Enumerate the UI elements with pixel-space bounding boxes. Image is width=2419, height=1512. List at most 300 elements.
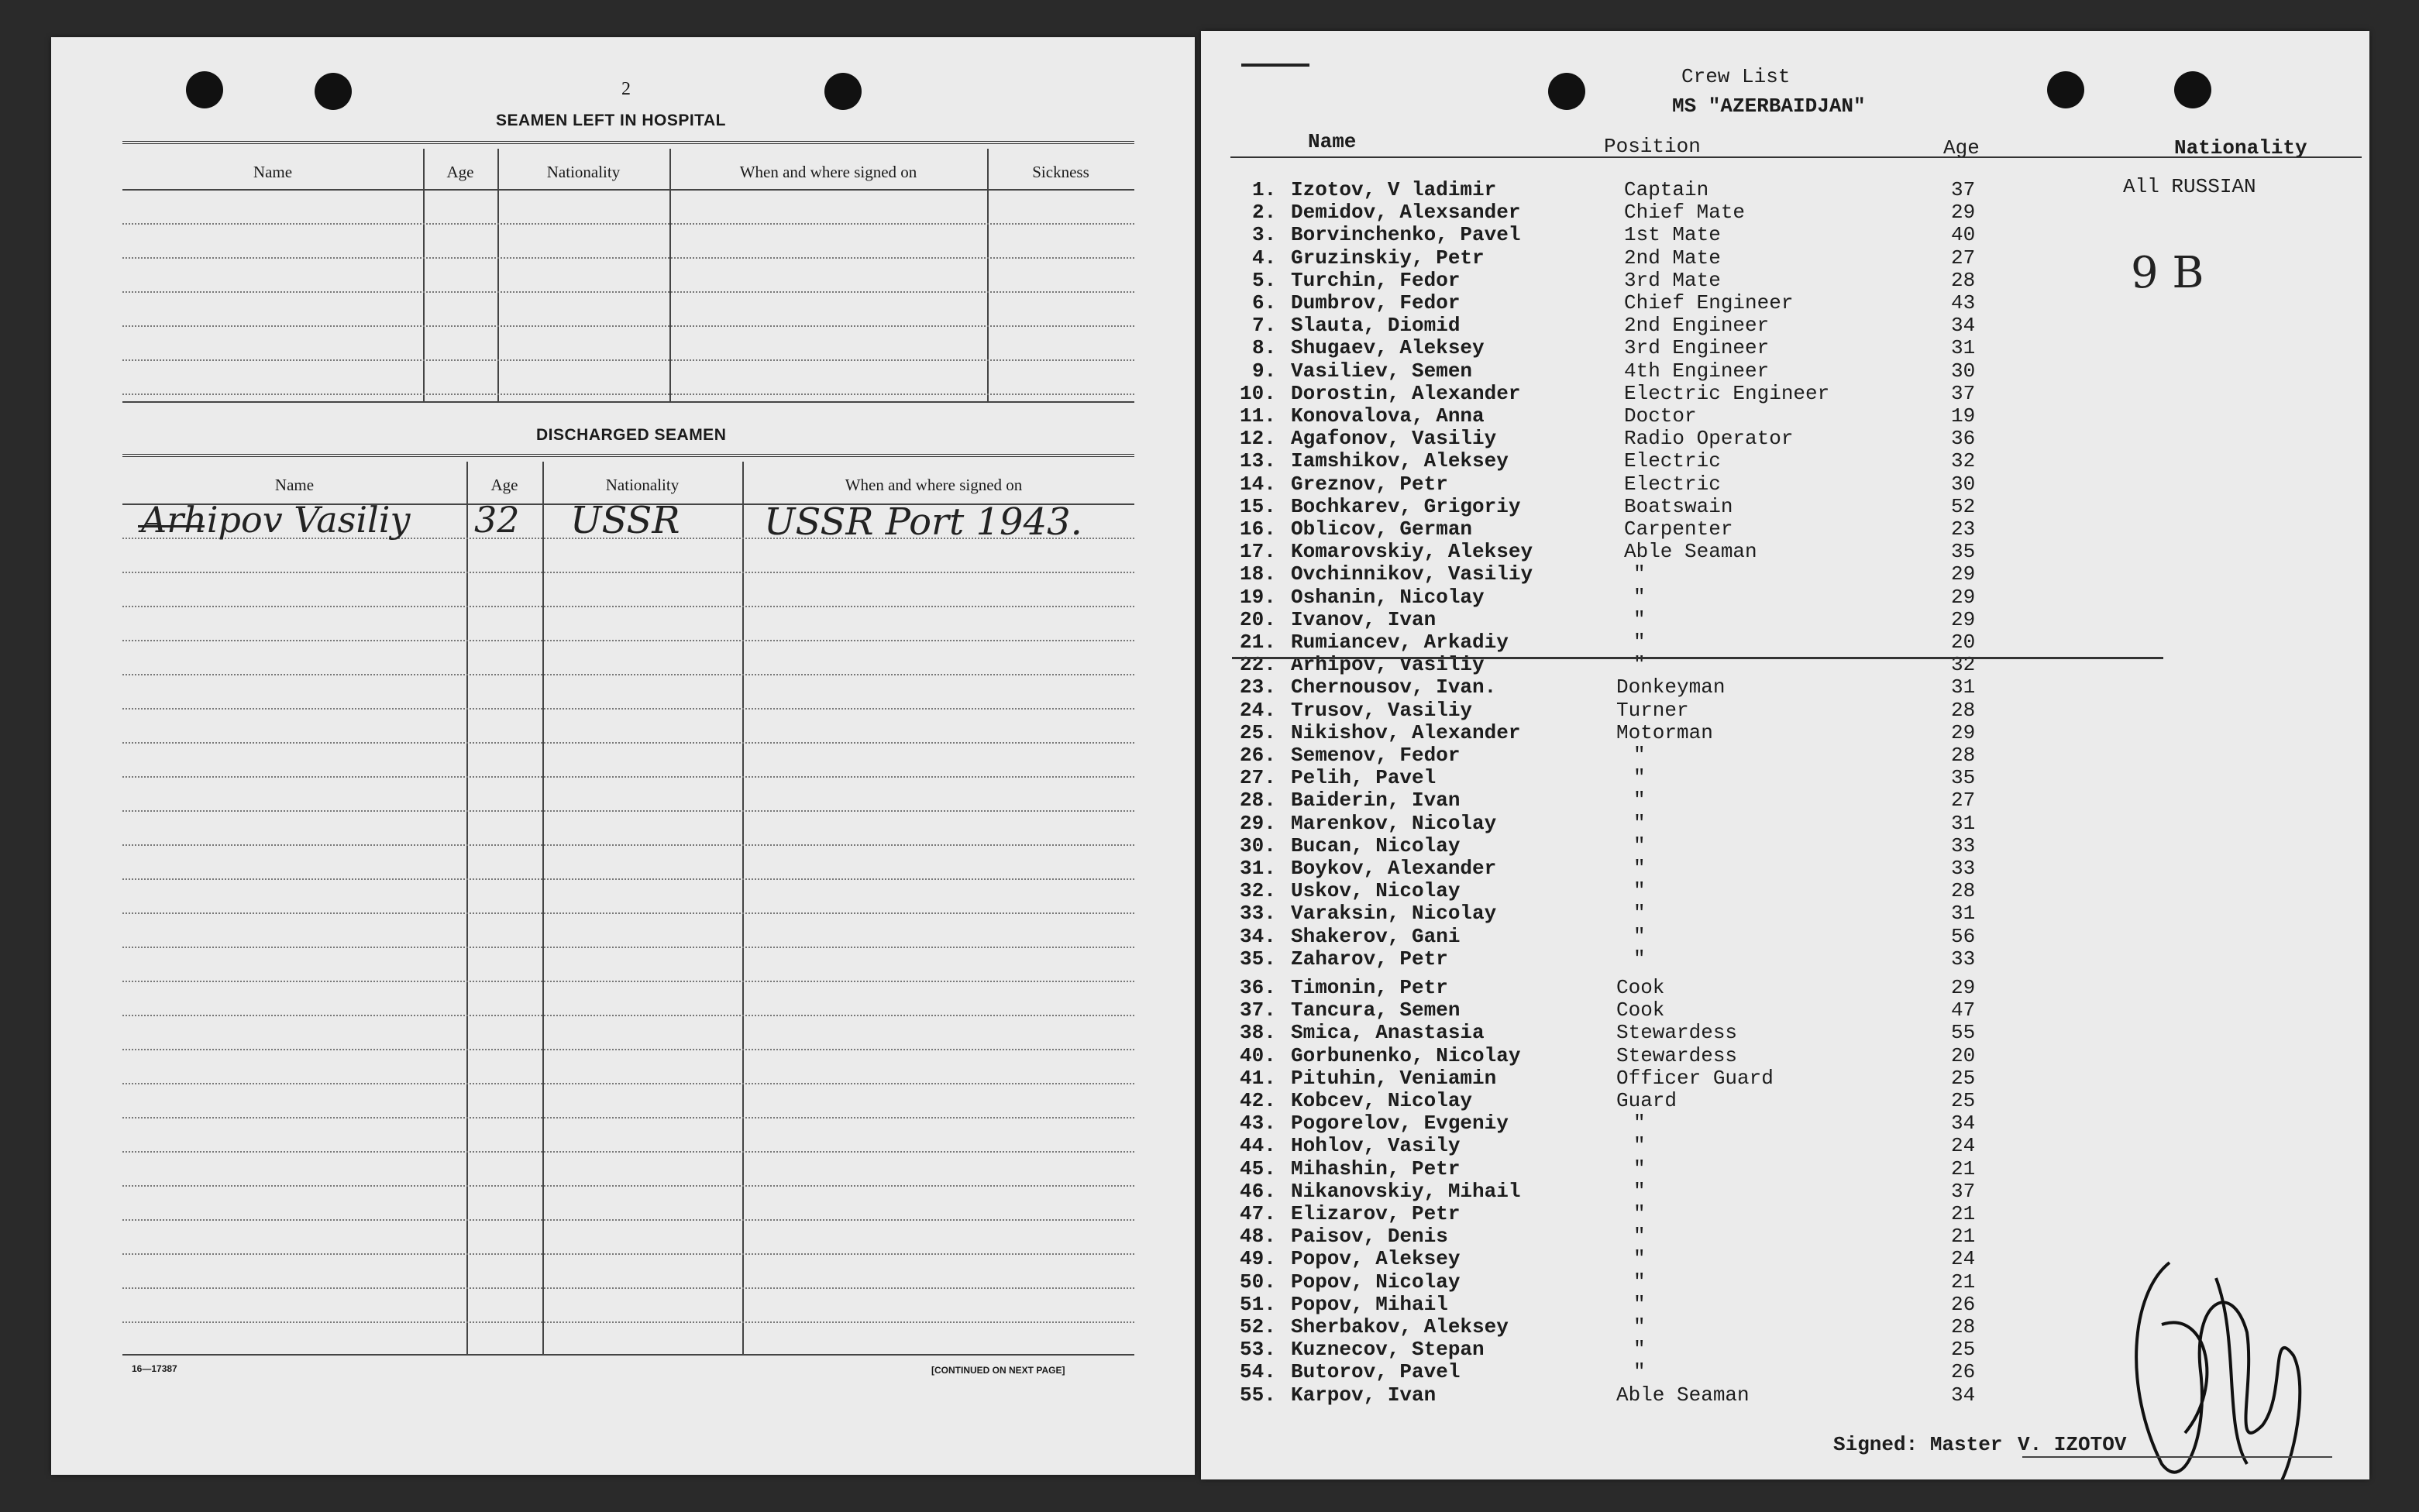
crew-name: Iamshikov, Aleksey	[1291, 449, 1509, 473]
crew-number: 13.	[1240, 449, 1276, 473]
list-item	[1201, 1089, 2363, 1112]
list-item	[1201, 562, 2363, 585]
row-rule	[122, 1151, 1134, 1153]
crew-position: Doctor	[1624, 404, 1697, 428]
crew-number: 9.	[1252, 359, 1277, 383]
crew-age: 24	[1951, 1134, 1976, 1158]
crew-name: Semenov, Fedor	[1291, 744, 1461, 767]
crew-name: Izotov, V ladimir	[1291, 178, 1497, 201]
list-item	[1201, 404, 2363, 427]
crew-age: 26	[1951, 1360, 1976, 1384]
table-bottom-rule	[122, 401, 1134, 403]
crew-number: 40.	[1240, 1043, 1276, 1067]
form-number: 16—17387	[132, 1363, 177, 1374]
crew-name: Zaharov, Petr	[1291, 947, 1448, 971]
crew-age: 29	[1951, 585, 1976, 609]
list-item	[1201, 857, 2363, 879]
row-rule	[122, 291, 1134, 293]
ink-mark	[1241, 64, 1309, 67]
crew-age: 32	[1951, 653, 1976, 677]
crew-age: 37	[1951, 178, 1976, 201]
crew-age: 28	[1951, 879, 1976, 903]
crew-number: 41.	[1240, 1066, 1276, 1090]
list-item	[1201, 744, 2363, 766]
crew-name: Ovchinnikov, Vasiliy	[1291, 562, 1533, 586]
crew-age: 29	[1951, 976, 1976, 999]
crew-position: Electric	[1624, 449, 1721, 473]
crew-number: 37.	[1240, 998, 1276, 1022]
list-item	[1201, 540, 2363, 562]
crew-number: 18.	[1240, 562, 1276, 586]
crew-age: 20	[1951, 1043, 1976, 1067]
punch-hole	[186, 71, 223, 108]
crew-number: 49.	[1240, 1247, 1276, 1271]
crew-position: "	[1633, 1202, 1646, 1225]
crew-name: Dorostin, Alexander	[1291, 381, 1521, 405]
list-item	[1201, 721, 2363, 744]
crew-name: Gorbunenko, Nicolay	[1291, 1043, 1521, 1067]
row-rule	[122, 742, 1134, 744]
list-item	[1201, 314, 2363, 336]
list-item	[1201, 382, 2363, 404]
row-rule	[122, 844, 1134, 846]
crew-name: Agafonov, Vasiliy	[1291, 427, 1497, 451]
crew-number: 32.	[1240, 879, 1276, 903]
crew-age: 28	[1951, 698, 1976, 722]
crew-name: Oshanin, Nicolay	[1291, 585, 1485, 609]
crew-position: Captain	[1624, 178, 1709, 201]
crew-position: Cook	[1616, 976, 1665, 999]
table-top-rule	[122, 141, 1134, 146]
crew-age: 30	[1951, 472, 1976, 496]
header-name: Name	[1308, 130, 1357, 153]
row-rule	[122, 1117, 1134, 1119]
column-rule	[987, 149, 989, 401]
crew-age: 31	[1951, 811, 1976, 835]
hospital-header-cell: Sickness	[1032, 163, 1089, 181]
crew-position: Able Seaman	[1616, 1383, 1750, 1407]
crew-name: Chernousov, Ivan.	[1291, 675, 1497, 699]
crew-number: 12.	[1240, 427, 1276, 451]
crew-age: 32	[1951, 449, 1976, 473]
row-rule	[122, 223, 1134, 225]
crew-position: Able Seaman	[1624, 540, 1757, 564]
list-item	[1201, 925, 2363, 947]
crew-number: 11.	[1240, 404, 1276, 428]
crew-name: Paisov, Denis	[1291, 1225, 1448, 1249]
hospital-header-cell: When and where signed on	[739, 163, 917, 181]
crew-age: 55	[1951, 1021, 1976, 1045]
crew-number: 24.	[1240, 698, 1276, 722]
crew-name: Hohlov, Vasily	[1291, 1134, 1461, 1158]
crew-position: "	[1633, 766, 1646, 790]
crew-number: 53.	[1240, 1338, 1276, 1362]
crew-name: Gruzinskiy, Petr	[1291, 246, 1485, 270]
signed-name: V. IZOTOV	[2018, 1433, 2127, 1456]
crew-age: 25	[1951, 1338, 1976, 1362]
crew-age: 23	[1951, 517, 1976, 541]
crew-number: 54.	[1240, 1360, 1276, 1384]
crew-position: "	[1633, 902, 1646, 926]
crew-number: 42.	[1240, 1089, 1276, 1112]
list-item	[1201, 1112, 2363, 1134]
crew-number: 4.	[1252, 246, 1277, 270]
discharged-header-cell: When and where signed on	[845, 476, 1023, 494]
crew-number: 47.	[1240, 1202, 1276, 1225]
list-item	[1201, 1021, 2363, 1043]
crew-age: 30	[1951, 359, 1976, 383]
column-rule	[497, 149, 499, 401]
crew-age: 31	[1951, 336, 1976, 360]
crew-age: 34	[1951, 314, 1976, 338]
crew-number: 16.	[1240, 517, 1276, 541]
list-item	[1201, 472, 2363, 495]
crew-number: 52.	[1240, 1315, 1276, 1338]
crew-age: 20	[1951, 631, 1976, 654]
crew-age: 19	[1951, 404, 1976, 428]
crew-number: 46.	[1240, 1179, 1276, 1203]
crew-position: Electric Engineer	[1624, 381, 1830, 405]
crew-position: Carpenter	[1624, 517, 1733, 541]
discharged-header-cell: Nationality	[605, 476, 680, 494]
row-rule	[122, 912, 1134, 914]
crew-name: Turchin, Fedor	[1291, 268, 1461, 292]
list-item	[1201, 766, 2363, 789]
column-rule	[423, 149, 425, 401]
crew-age: 26	[1951, 1292, 1976, 1316]
row-rule	[122, 1049, 1134, 1050]
crew-number: 48.	[1240, 1225, 1276, 1249]
column-rule	[669, 149, 671, 401]
list-item	[1201, 631, 2363, 653]
crew-position: "	[1633, 1156, 1646, 1180]
crew-age: 43	[1951, 291, 1976, 314]
row-rule	[122, 606, 1134, 607]
header-nationality: Nationality	[2174, 136, 2307, 160]
crew-list-title: Crew List	[1681, 65, 1791, 88]
crew-position: "	[1633, 789, 1646, 813]
crew-age: 31	[1951, 675, 1976, 699]
list-item	[1201, 1202, 2363, 1225]
crew-name: Butorov, Pavel	[1291, 1360, 1461, 1384]
crew-age: 21	[1951, 1225, 1976, 1249]
crew-name: Shugaev, Aleksey	[1291, 336, 1485, 360]
strike-line	[1232, 657, 2163, 659]
list-item	[1201, 291, 2363, 314]
list-item	[1201, 998, 2363, 1021]
list-item	[1201, 495, 2363, 517]
list-item	[1201, 586, 2363, 608]
row-rule	[122, 1287, 1134, 1289]
crew-name: Baiderin, Ivan	[1291, 789, 1461, 813]
crew-position: 2nd Mate	[1624, 246, 1721, 270]
crew-number: 22.	[1240, 653, 1276, 677]
table-bottom-rule	[122, 1354, 1134, 1356]
crew-position: "	[1633, 879, 1646, 903]
list-item	[1201, 675, 2363, 698]
crew-name: Marenkov, Nicolay	[1291, 811, 1497, 835]
crew-name: Arhipov, Vasiliy	[1291, 653, 1485, 677]
list-item	[1201, 1180, 2363, 1202]
crew-position: Donkeyman	[1616, 675, 1726, 699]
crew-name: Mihashin, Petr	[1291, 1156, 1461, 1180]
punch-hole	[824, 73, 862, 110]
crew-position: Electric	[1624, 472, 1721, 496]
crew-position: 1st Mate	[1624, 223, 1721, 247]
row-rule	[122, 810, 1134, 812]
list-item	[1201, 947, 2363, 970]
crew-age: 34	[1951, 1112, 1976, 1136]
crew-number: 3.	[1252, 223, 1277, 247]
header-position: Position	[1604, 135, 1701, 158]
crew-position: "	[1633, 857, 1646, 880]
list-item	[1201, 976, 2363, 998]
crew-position: "	[1633, 1225, 1646, 1249]
punch-hole	[315, 73, 352, 110]
crew-age: 24	[1951, 1247, 1976, 1271]
nationality-note: All RUSSIAN	[2123, 175, 2256, 198]
discharged-header-cell: Age	[490, 476, 518, 494]
hospital-section-title: SEAMEN LEFT IN HOSPITAL	[496, 112, 726, 129]
crew-name: Popov, Mihail	[1291, 1292, 1448, 1316]
crew-age: 27	[1951, 246, 1976, 270]
discharged-name: Arhipov Vasiliy	[141, 499, 411, 541]
crew-position: 3rd Engineer	[1624, 336, 1770, 360]
crew-age: 21	[1951, 1202, 1976, 1225]
crew-number: 33.	[1240, 902, 1276, 926]
crew-number: 31.	[1240, 857, 1276, 880]
crew-position: "	[1633, 811, 1646, 835]
crew-age: 33	[1951, 833, 1976, 857]
row-rule	[122, 257, 1134, 259]
header-rule	[122, 189, 1134, 191]
crew-name: Borvinchenko, Pavel	[1291, 223, 1521, 247]
crew-position: Boatswain	[1624, 494, 1733, 518]
discharged-nationality: USSR	[570, 499, 680, 542]
crew-number: 44.	[1240, 1134, 1276, 1158]
crew-position: "	[1633, 631, 1646, 654]
vessel-name: MS "AZERBAIDJAN"	[1672, 94, 1866, 118]
row-rule	[122, 1321, 1134, 1323]
crew-age: 47	[1951, 998, 1976, 1022]
crew-age: 29	[1951, 607, 1976, 631]
crew-name: Pituhin, Veniamin	[1291, 1066, 1497, 1090]
crew-position: Guard	[1616, 1089, 1677, 1112]
crew-number: 25.	[1240, 720, 1276, 744]
crew-position: "	[1633, 924, 1646, 948]
row-rule	[122, 1083, 1134, 1084]
signature-rule	[2022, 1456, 2332, 1458]
crew-age: 35	[1951, 540, 1976, 564]
crew-position: Chief Mate	[1624, 201, 1746, 225]
crew-age: 29	[1951, 201, 1976, 225]
crew-number: 35.	[1240, 947, 1276, 971]
crew-name: Greznov, Petr	[1291, 472, 1448, 496]
crew-age: 28	[1951, 268, 1976, 292]
crew-name: Varaksin, Nicolay	[1291, 902, 1497, 926]
crew-position: Turner	[1616, 698, 1689, 722]
hospital-header-cell: Age	[446, 163, 474, 181]
crew-number: 5.	[1252, 268, 1277, 292]
crew-name: Bucan, Nicolay	[1291, 833, 1461, 857]
handwritten-mark: 9 B	[2131, 248, 2204, 298]
crew-number: 45.	[1240, 1156, 1276, 1180]
crew-number: 23.	[1240, 675, 1276, 699]
crew-age: 31	[1951, 902, 1976, 926]
crew-number: 10.	[1240, 381, 1276, 405]
crew-number: 55.	[1240, 1383, 1276, 1407]
crew-name: Pelih, Pavel	[1291, 766, 1437, 790]
list-item	[1201, 449, 2363, 472]
row-rule	[122, 393, 1134, 395]
list-item	[1201, 336, 2363, 359]
crew-position: Stewardess	[1616, 1021, 1738, 1045]
crew-name: Rumiancev, Arkadiy	[1291, 631, 1509, 654]
crew-name: Slauta, Diomid	[1291, 314, 1461, 338]
row-rule	[122, 1015, 1134, 1016]
crew-name: Boykov, Alexander	[1291, 857, 1497, 880]
crew-name: Kobcev, Nicolay	[1291, 1089, 1473, 1112]
discharged-header-cell: Name	[274, 476, 315, 494]
signed-label: Signed: Master	[1833, 1433, 2003, 1456]
punch-hole	[1548, 73, 1585, 110]
row-rule	[122, 1219, 1134, 1221]
crew-name: Vasiliev, Semen	[1291, 359, 1473, 383]
crew-position: "	[1633, 1292, 1646, 1316]
crew-position: "	[1633, 1179, 1646, 1203]
crew-position: Cook	[1616, 998, 1665, 1022]
crew-name: Tancura, Semen	[1291, 998, 1461, 1022]
page-number: 2	[621, 79, 631, 99]
crew-age: 36	[1951, 427, 1976, 451]
crew-number: 29.	[1240, 811, 1276, 835]
crew-number: 17.	[1240, 540, 1276, 564]
crew-position: "	[1633, 1338, 1646, 1362]
crew-position: "	[1633, 1270, 1646, 1294]
crew-position: "	[1633, 1247, 1646, 1271]
crew-age: 37	[1951, 381, 1976, 405]
crew-position: "	[1633, 1360, 1646, 1384]
discharged-age: 32	[474, 499, 520, 541]
crew-position: "	[1633, 607, 1646, 631]
crew-position: 4th Engineer	[1624, 359, 1770, 383]
row-rule	[122, 981, 1134, 982]
crew-age: 25	[1951, 1066, 1976, 1090]
strike-mark	[138, 525, 205, 527]
crew-position: 2nd Engineer	[1624, 314, 1770, 338]
list-item	[1201, 1157, 2363, 1180]
crew-name: Konovalova, Anna	[1291, 404, 1485, 428]
list-item	[1201, 201, 2363, 223]
crew-age: 35	[1951, 766, 1976, 790]
row-rule	[122, 674, 1134, 675]
row-rule	[122, 640, 1134, 641]
crew-age: 34	[1951, 1383, 1976, 1407]
crew-position: "	[1633, 653, 1646, 677]
crew-age: 28	[1951, 744, 1976, 767]
list-item	[1201, 269, 2363, 291]
list-item	[1201, 812, 2363, 834]
list-item	[1201, 1134, 2363, 1156]
list-item	[1201, 1067, 2363, 1089]
crew-number: 28.	[1240, 789, 1276, 813]
list-item	[1201, 427, 2363, 449]
crew-name: Trusov, Vasiliy	[1291, 698, 1473, 722]
row-rule	[122, 878, 1134, 880]
crew-age: 56	[1951, 924, 1976, 948]
discharged-signed-on: USSR Port 1943.	[764, 500, 1082, 544]
crew-name: Pogorelov, Evgeniy	[1291, 1112, 1509, 1136]
right-page	[1201, 31, 2369, 1479]
row-rule	[122, 1253, 1134, 1255]
header-age: Age	[1943, 136, 1980, 160]
crew-name: Komarovskiy, Aleksey	[1291, 540, 1533, 564]
crew-position: Officer Guard	[1616, 1066, 1774, 1090]
crew-position: Chief Engineer	[1624, 291, 1794, 314]
list-item	[1201, 834, 2363, 857]
crew-number: 50.	[1240, 1270, 1276, 1294]
crew-age: 21	[1951, 1156, 1976, 1180]
list-item	[1201, 359, 2363, 382]
crew-position: "	[1633, 833, 1646, 857]
list-item	[1201, 246, 2363, 269]
crew-name: Bochkarev, Grigoriy	[1291, 494, 1521, 518]
list-item	[1201, 902, 2363, 924]
crew-name: Kuznecov, Stepan	[1291, 1338, 1485, 1362]
crew-number: 2.	[1252, 201, 1277, 225]
crew-number: 15.	[1240, 494, 1276, 518]
crew-name: Demidov, Alexsander	[1291, 201, 1521, 225]
crew-number: 6.	[1252, 291, 1277, 314]
crew-age: 29	[1951, 562, 1976, 586]
crew-position: "	[1633, 585, 1646, 609]
crew-position: "	[1633, 562, 1646, 586]
crew-name: Oblicov, German	[1291, 517, 1473, 541]
table-top-rule	[122, 454, 1134, 459]
crew-age: 28	[1951, 1315, 1976, 1338]
crew-number: 21.	[1240, 631, 1276, 654]
left-page	[51, 37, 1195, 1475]
crew-number: 36.	[1240, 976, 1276, 999]
crew-number: 27.	[1240, 766, 1276, 790]
list-item	[1201, 517, 2363, 540]
list-item	[1201, 178, 2363, 201]
list-item	[1201, 879, 2363, 902]
crew-age: 25	[1951, 1089, 1976, 1112]
discharged-section-title: DISCHARGED SEAMEN	[536, 426, 727, 444]
crew-name: Timonin, Petr	[1291, 976, 1448, 999]
crew-position: Stewardess	[1616, 1043, 1738, 1067]
list-item	[1201, 608, 2363, 631]
crew-position: Motorman	[1616, 720, 1713, 744]
crew-position: 3rd Mate	[1624, 268, 1721, 292]
crew-name: Nikishov, Alexander	[1291, 720, 1521, 744]
continued-note: [CONTINUED ON NEXT PAGE]	[931, 1365, 1065, 1376]
list-item	[1201, 789, 2363, 811]
row-rule	[122, 708, 1134, 710]
punch-hole	[2174, 71, 2211, 108]
crew-position: "	[1633, 1134, 1646, 1158]
crew-position: "	[1633, 1315, 1646, 1338]
list-item	[1201, 699, 2363, 721]
crew-age: 52	[1951, 494, 1976, 518]
crew-number: 43.	[1240, 1112, 1276, 1136]
crew-name: Smica, Anastasia	[1291, 1021, 1485, 1045]
row-rule	[122, 776, 1134, 778]
crew-name: Shakerov, Gani	[1291, 924, 1461, 948]
row-rule	[122, 359, 1134, 361]
crew-position: "	[1633, 947, 1646, 971]
